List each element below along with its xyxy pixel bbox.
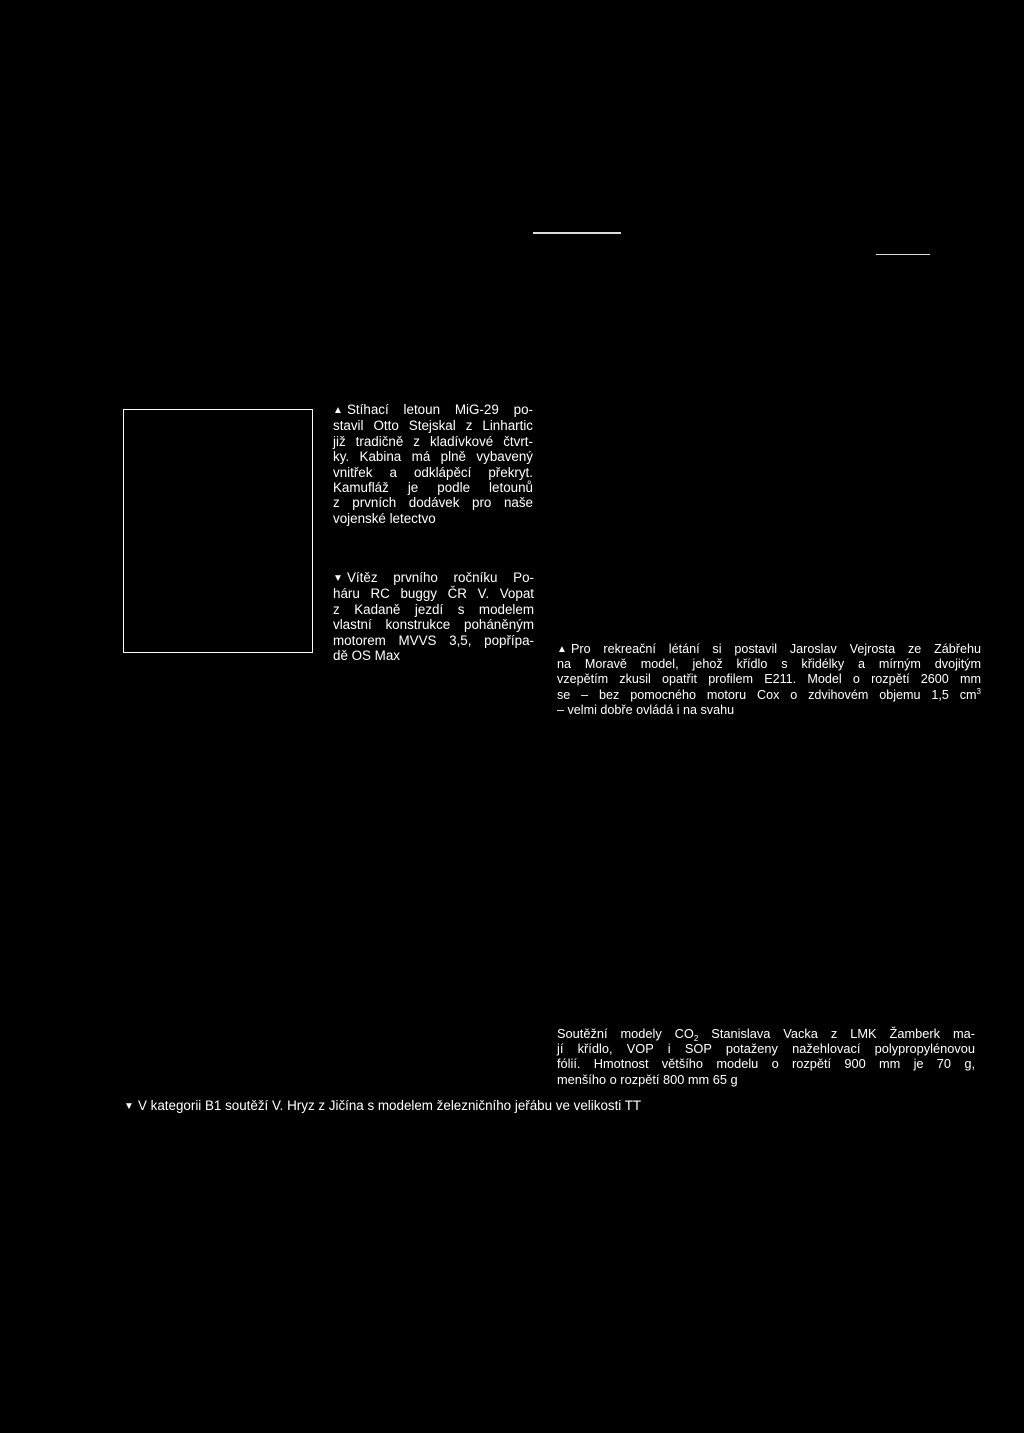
decorative-rule xyxy=(533,232,621,234)
triangle-down-icon: ▼ xyxy=(124,1101,134,1112)
caption-glider xyxy=(557,642,981,718)
triangle-up-icon: ▲ xyxy=(333,405,343,416)
caption-line: ky. Kabina má plně vybavený xyxy=(333,449,533,465)
caption-mig29 xyxy=(333,402,533,526)
caption-buggy xyxy=(333,570,534,663)
caption-line: Kamufláž je podle letounů xyxy=(333,480,533,496)
photo-frame xyxy=(123,409,313,653)
caption-line: z Kadaně jezdí s modelem xyxy=(333,601,534,617)
superscript: 3 xyxy=(976,686,981,696)
triangle-down-icon: ▼ xyxy=(333,573,343,584)
caption-line: motorem MVVS 3,5, popřípa- xyxy=(333,632,534,648)
caption-line: menšího o rozpětí 800 mm 65 g xyxy=(557,1071,738,1087)
caption-co2-models xyxy=(557,1026,975,1087)
caption-line: – velmi dobře ovládá i na svahu xyxy=(557,702,735,717)
caption-line: Soutěžní modely CO xyxy=(557,1026,694,1041)
subscript: 2 xyxy=(693,1034,699,1043)
caption-line: Stanislava Vacka z LMK Žamberk ma- xyxy=(698,1026,975,1041)
caption-line: vzepětím zkusil opatřit profilem E211. Model o rozpětí 2600 mm xyxy=(557,672,981,687)
caption-line: Vítěz prvního ročníku Po- xyxy=(347,570,534,585)
caption-line: vnitřek a odklápěcí překryt. xyxy=(333,464,533,480)
caption-line: na Moravě model, jehož křídlo s křidélky a mírným dvojitým xyxy=(557,657,981,672)
caption-line: vojenské letectvo xyxy=(333,510,436,526)
decorative-rule xyxy=(876,254,930,255)
caption-line: háru RC buggy ČR V. Vopat xyxy=(333,586,534,602)
caption-line: z prvních dodávek pro naše xyxy=(333,495,533,511)
caption-line: stavil Otto Stejskal z Linhartic xyxy=(333,418,533,434)
caption-line: fólií. Hmotnost většího modelu o rozpětí 900 mm je 70 g, xyxy=(557,1056,975,1072)
caption-line: jí křídlo, VOP i SOP potaženy nažehlovací polypropylénovou xyxy=(557,1041,975,1057)
caption-line: vlastní konstrukce poháněným xyxy=(333,617,534,633)
caption-crane xyxy=(124,1098,744,1115)
caption-line: Pro rekreační létání si postavil Jaroslav Vejrosta ze Zábřehu xyxy=(571,642,981,656)
caption-line: se – bez pomocného motoru Cox o zdvihovém objemu 1,5 cm xyxy=(557,687,977,702)
caption-line: V kategorii B1 soutěží V. Hryz z Jičína s modelem železničního jeřábu ve velikosti TT xyxy=(138,1098,642,1113)
triangle-up-icon: ▲ xyxy=(557,644,567,655)
caption-line: dě OS Max xyxy=(333,648,400,664)
caption-line: již tradičně z kladívkové čtvrt- xyxy=(333,433,533,449)
caption-line: Stíhací letoun MiG-29 po- xyxy=(347,402,533,417)
